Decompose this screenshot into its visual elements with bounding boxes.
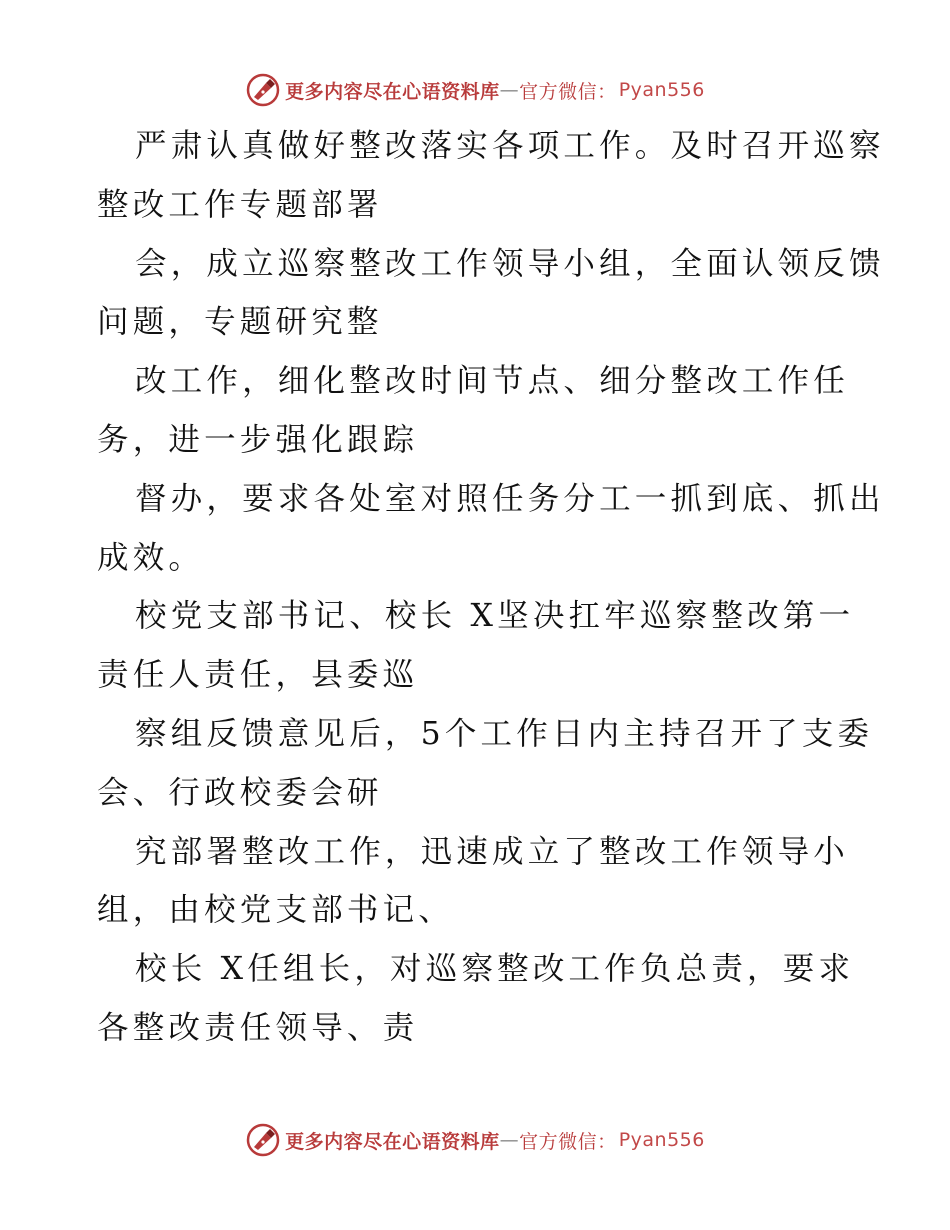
body-line: 究部署整改工作，迅速成立了整改工作领导小 (135, 833, 850, 870)
banner-wechat-id: Pyan556 (618, 1129, 705, 1151)
banner-brand: 更多内容尽在心语资料库 (285, 1130, 500, 1153)
banner-wechat-label: 官方微信： (519, 80, 617, 103)
pen-nib-circle-icon (245, 1122, 281, 1158)
body-line: 改工作，细化整改时间节点、细分整改工作任 (135, 363, 850, 400)
body-line: 严肃认真做好整改落实各项工作。及时召开巡察 (135, 128, 885, 164)
banner-separator: — (499, 1129, 520, 1151)
header-banner (0, 70, 950, 110)
document-body (97, 117, 885, 1058)
body-line: 组，由校党支部书记、 (97, 892, 455, 929)
body-line: 务，进一步强化跟踪 (97, 421, 419, 458)
body-line: 察组反馈意见后，5个工作日内主持召开了支委 (135, 715, 874, 752)
body-line: 会，成立巡察整改工作领导小组，全面认领反馈 (135, 245, 885, 282)
body-line: 校党支部书记、校长 X坚决扛牢巡察整改第一 (135, 598, 855, 635)
body-line: 督办，要求各处室对照任务分工一抓到底、抓出 (135, 480, 885, 517)
banner-separator: — (499, 79, 520, 101)
pen-nib-circle-icon (245, 72, 281, 108)
body-line: 成效。 (97, 539, 205, 576)
banner-wechat-label: 官方微信： (519, 1130, 617, 1153)
body-line: 校长 X任组长，对巡察整改工作负总责，要求 (135, 951, 855, 988)
banner-brand: 更多内容尽在心语资料库 (285, 80, 500, 103)
body-line: 各整改责任领导、责 (97, 1009, 419, 1046)
body-line: 会、行政校委会研 (97, 774, 383, 811)
footer-banner (0, 1120, 950, 1160)
body-line: 责任人责任，县委巡 (97, 657, 419, 694)
body-line: 问题，专题研究整 (97, 304, 383, 341)
banner-wechat-id: Pyan556 (618, 79, 705, 101)
body-line: 整改工作专题部署 (97, 186, 383, 223)
